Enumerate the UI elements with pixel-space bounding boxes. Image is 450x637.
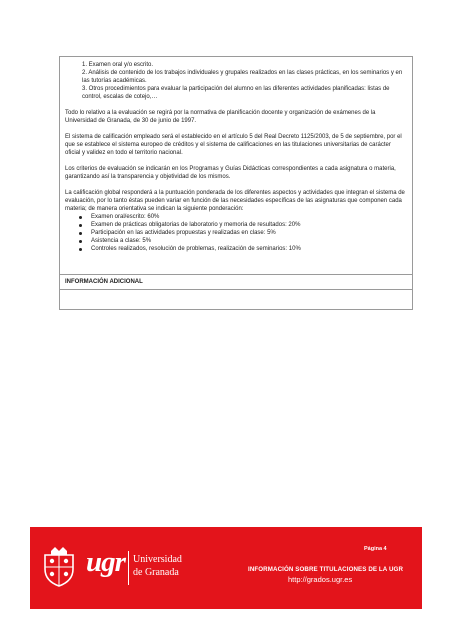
- procedure-item-1: 1. Examen oral y/o escrito.: [82, 62, 154, 68]
- paragraph-normativa: Todo lo relativo a la evaluación se regirá por la normativa de planificación docente y organización de exámenes de la Universidad de Granada, de 30 de junio de 1997.: [65, 110, 376, 124]
- page-number: Página 4: [364, 546, 387, 552]
- paragraph-criterios: Los criterios de evaluación se indicarán en los Programas y Guías Didácticas correspondientes a cada asignatura o materia, garantizando así la transparencia y objetividad de los mismos.: [65, 166, 396, 180]
- weighting-item: Participación en las actividades propuestas y realizadas en clase: 5%: [65, 229, 406, 237]
- weighting-item: Asistencia a clase: 5%: [65, 237, 406, 245]
- procedure-item-2: 2. Análisis de contenido de los trabajos individuales y grupales realizados en las clases prácticas, en los seminarios y en las tutorías académicas.: [82, 70, 403, 84]
- paragraph-calificacion: El sistema de calificación empleado será el establecido en el artículo 5 del Real Decreto 1125/2003, de 5 de septiembre, por el que se establece el sistema europeo de créditos y el sistema de calificaciones en las titulaciones universitarias de carácter oficial y validez en todo el territorio nacional.: [65, 134, 402, 156]
- footer-banner: [30, 527, 422, 609]
- university-seal-icon: [41, 545, 77, 587]
- weighting-item: Controles realizados, resolución de problemas, realización de seminarios: 10%: [65, 245, 406, 253]
- footer-info-title: INFORMACIÓN SOBRE TITULACIONES DE LA UGR: [248, 566, 404, 573]
- weighting-list: [65, 213, 406, 253]
- paragraph-global: La calificación global responderá a la puntuación ponderada de los diferentes aspectos y actividades que integran el sistema de evaluación, por lo tanto éstas pueden variar en función de las necesidades específicas de las asignaturas que componen cada materia; de manera orientativa se indican la siguiente ponderación:: [65, 190, 405, 212]
- footer-url-link[interactable]: http://grados.ugr.es: [288, 575, 353, 584]
- weighting-item: Examen oral/escrito: 60%: [65, 213, 406, 221]
- evaluation-procedures-list: [65, 61, 406, 101]
- procedure-item-3: 3. Otros procedimientos para evaluar la participación del alumno en las diferentes actividades planificadas: listas de control, escalas de cotejo,…: [82, 86, 390, 100]
- evaluation-table: [59, 56, 413, 310]
- additional-info-heading: INFORMACIÓN ADICIONAL: [60, 274, 412, 290]
- university-line-1: Universidad: [133, 554, 182, 565]
- university-name: [133, 553, 182, 579]
- ugr-logo: ugr: [86, 546, 125, 578]
- evaluation-cell: [60, 57, 412, 274]
- university-line-2: de Granada: [133, 567, 179, 578]
- logo-divider: [128, 551, 129, 585]
- additional-info-cell: [60, 290, 412, 309]
- weighting-item: Examen de prácticas obligatorias de laboratorio y memoria de resultados: 20%: [65, 221, 406, 229]
